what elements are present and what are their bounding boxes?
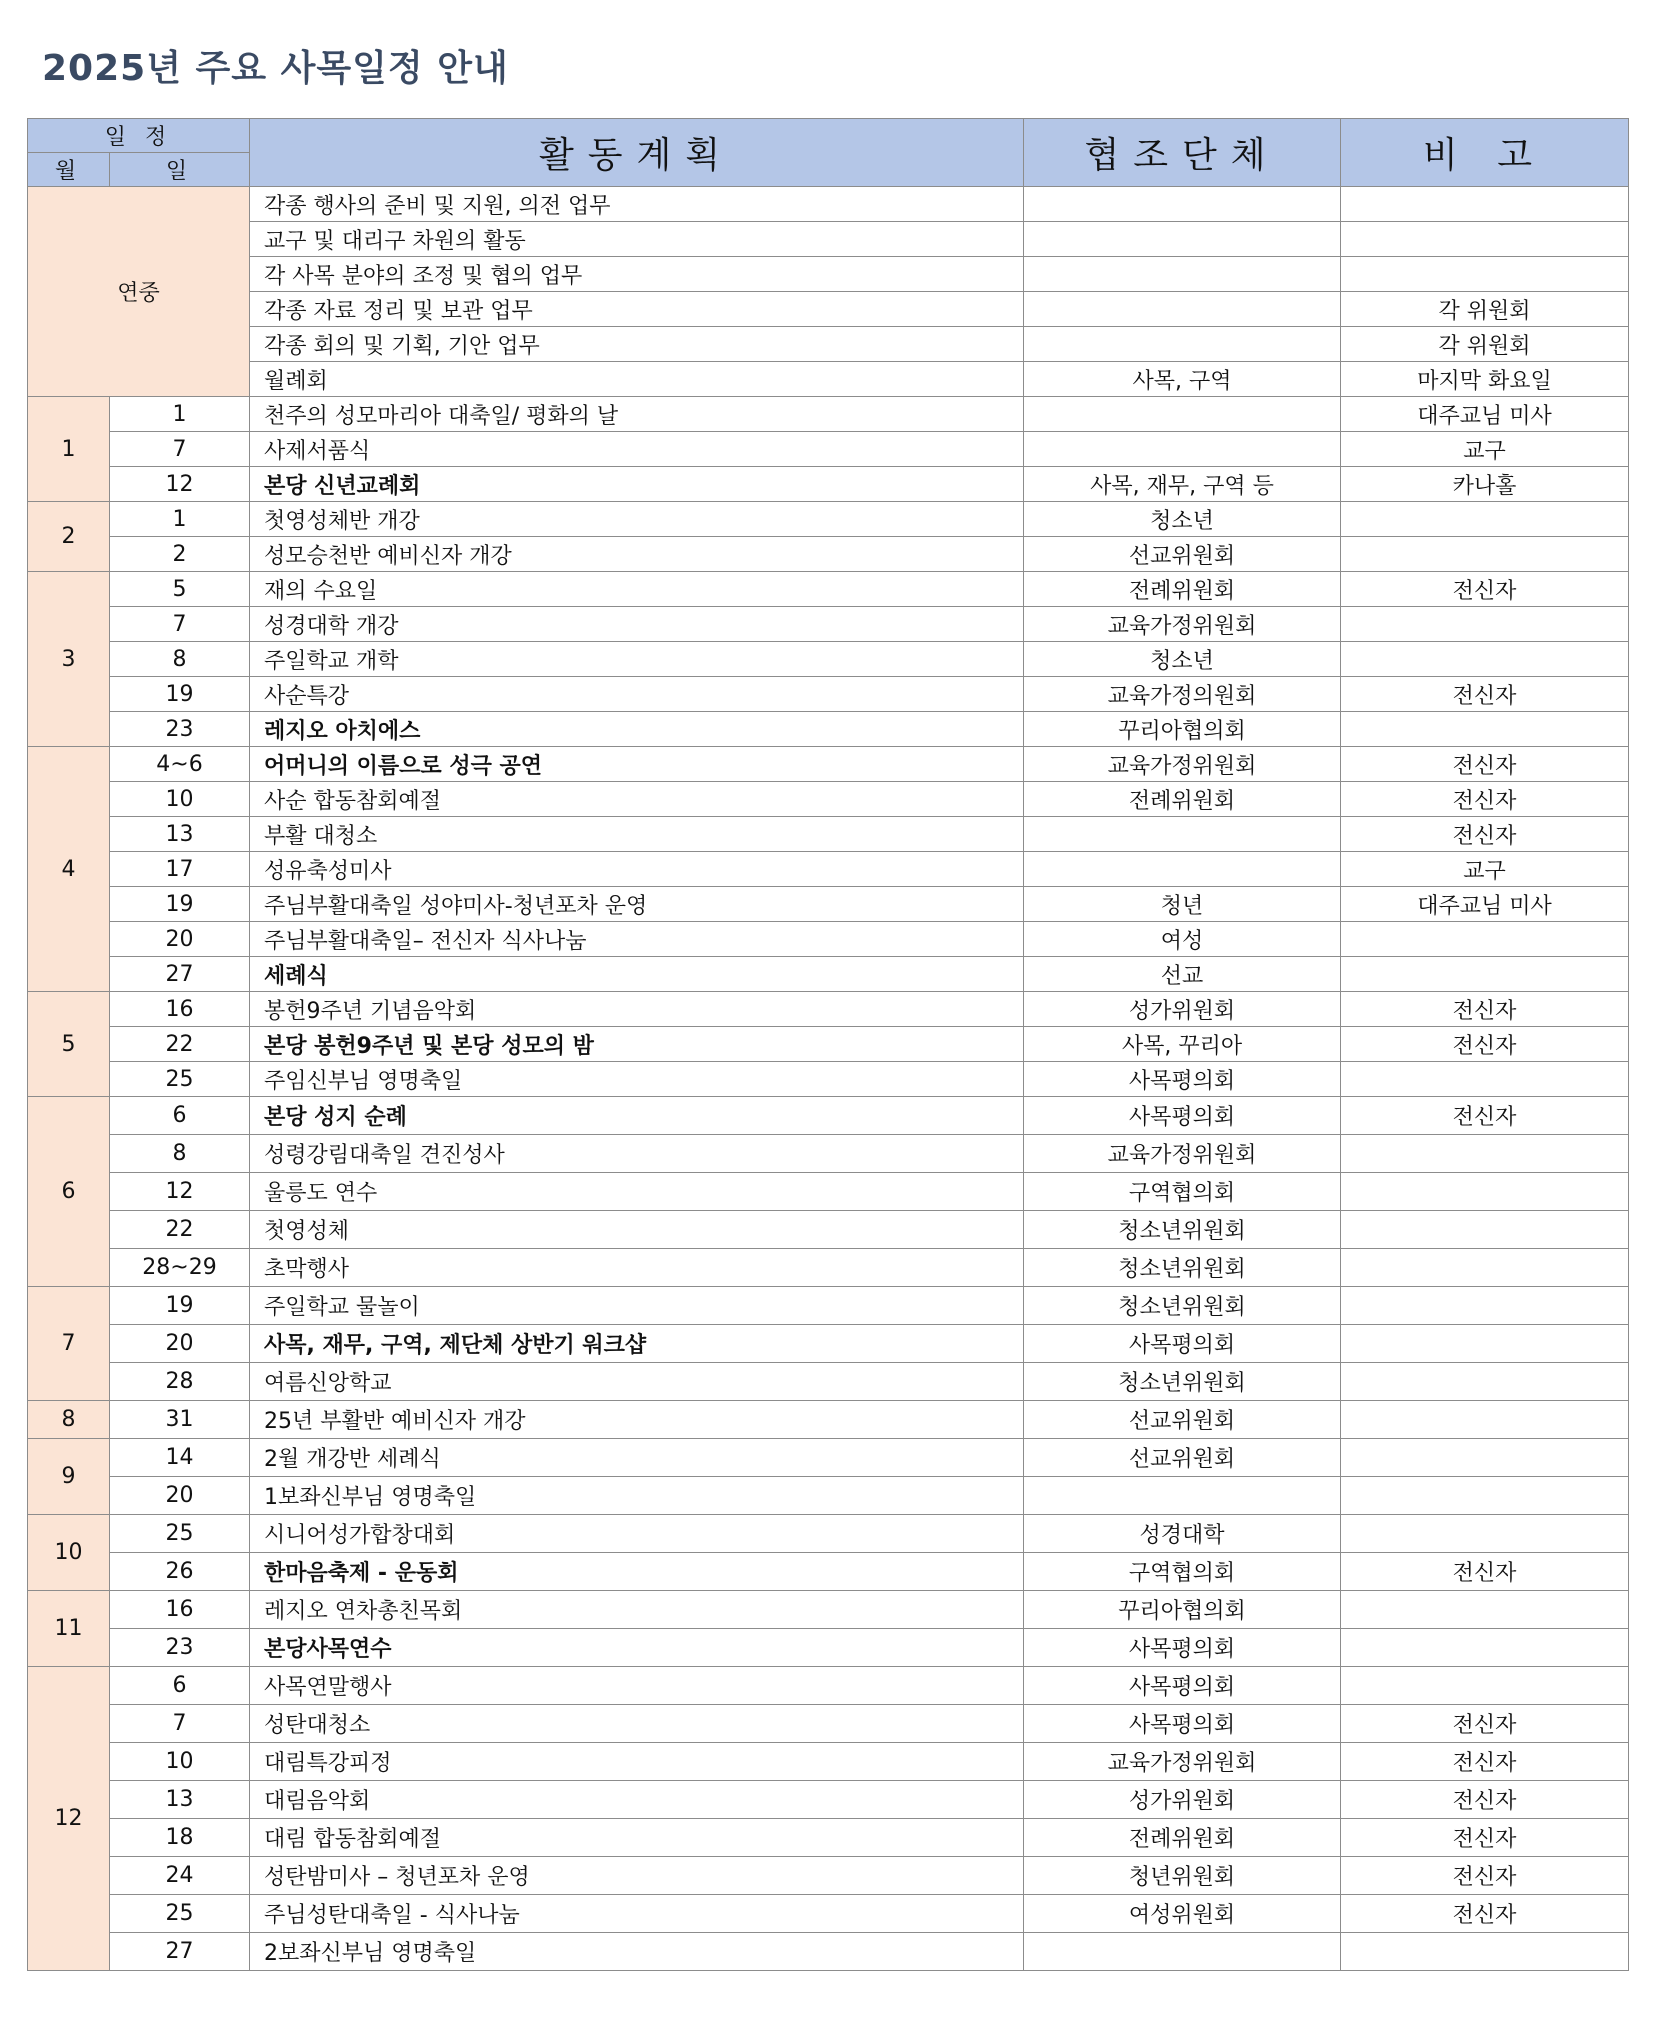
- day-cell: 16: [110, 992, 250, 1027]
- activity-cell: 2월 개강반 세례식: [250, 1439, 1024, 1477]
- activity-cell: 시니어성가합창대회: [250, 1515, 1024, 1553]
- day-cell: 2: [110, 537, 250, 572]
- activity-cell: 사순특강: [250, 677, 1024, 712]
- table-row: [28, 502, 1629, 537]
- month-cell: 5: [28, 992, 110, 1097]
- day-cell: 13: [110, 817, 250, 852]
- day-cell: 12: [110, 1173, 250, 1211]
- remarks-cell: 전신자: [1341, 782, 1629, 817]
- table-row: [28, 1325, 1629, 1363]
- table-row: [28, 1819, 1629, 1857]
- remarks-cell: [1341, 1439, 1629, 1477]
- cooperation-cell: [1024, 292, 1341, 327]
- day-cell: 26: [110, 1553, 250, 1591]
- activity-cell: 각종 회의 및 기획, 기안 업무: [250, 327, 1024, 362]
- cooperation-cell: 사목, 꾸리아: [1024, 1027, 1341, 1062]
- cooperation-cell: 청년위원회: [1024, 1857, 1341, 1895]
- activity-cell: 본당 봉헌9주년 및 본당 성모의 밤: [250, 1027, 1024, 1062]
- activity-cell: 재의 수요일: [250, 572, 1024, 607]
- table-row: [28, 1211, 1629, 1249]
- header-remarks: 비 고: [1341, 119, 1629, 187]
- day-cell: 8: [110, 642, 250, 677]
- day-cell: 7: [110, 607, 250, 642]
- activity-cell: 울릉도 연수: [250, 1173, 1024, 1211]
- table-row: [28, 1097, 1629, 1135]
- activity-cell: 대림 합동참회예절: [250, 1819, 1024, 1857]
- table-row: [28, 607, 1629, 642]
- remarks-cell: 전신자: [1341, 1027, 1629, 1062]
- day-cell: 4~6: [110, 747, 250, 782]
- remarks-cell: [1341, 1401, 1629, 1439]
- remarks-cell: [1341, 257, 1629, 292]
- remarks-cell: 전신자: [1341, 677, 1629, 712]
- activity-cell: 초막행사: [250, 1249, 1024, 1287]
- activity-cell: 각종 자료 정리 및 보관 업무: [250, 292, 1024, 327]
- month-cell: 6: [28, 1097, 110, 1287]
- activity-cell: 주님부활대축일– 전신자 식사나눔: [250, 922, 1024, 957]
- activity-cell: 성령강림대축일 견진성사: [250, 1135, 1024, 1173]
- activity-cell: 각 사목 분야의 조정 및 협의 업무: [250, 257, 1024, 292]
- month-cell: 1: [28, 397, 110, 502]
- cooperation-cell: 교육가정위원회: [1024, 1743, 1341, 1781]
- day-cell: 17: [110, 852, 250, 887]
- table-row: [28, 432, 1629, 467]
- remarks-cell: [1341, 1363, 1629, 1401]
- remarks-cell: 전신자: [1341, 1553, 1629, 1591]
- activity-cell: 첫영성체: [250, 1211, 1024, 1249]
- table-row: [28, 1135, 1629, 1173]
- remarks-cell: [1341, 502, 1629, 537]
- remarks-cell: 대주교님 미사: [1341, 887, 1629, 922]
- activity-cell: 교구 및 대리구 차원의 활동: [250, 222, 1024, 257]
- cooperation-cell: 성경대학: [1024, 1515, 1341, 1553]
- activity-cell: 첫영성체반 개강: [250, 502, 1024, 537]
- remarks-cell: [1341, 1249, 1629, 1287]
- table-row: [28, 1781, 1629, 1819]
- cooperation-cell: 구역협의회: [1024, 1173, 1341, 1211]
- cooperation-cell: 꾸리아협의회: [1024, 1591, 1341, 1629]
- cooperation-cell: 교육가정위원회: [1024, 1135, 1341, 1173]
- day-cell: 23: [110, 1629, 250, 1667]
- day-cell: 20: [110, 1325, 250, 1363]
- table-row: [28, 1173, 1629, 1211]
- cooperation-cell: 사목, 구역: [1024, 362, 1341, 397]
- remarks-cell: 카나홀: [1341, 467, 1629, 502]
- cooperation-cell: 여성위원회: [1024, 1895, 1341, 1933]
- table-row: [28, 327, 1629, 362]
- cooperation-cell: [1024, 257, 1341, 292]
- day-cell: 31: [110, 1401, 250, 1439]
- day-cell: 28: [110, 1363, 250, 1401]
- remarks-cell: [1341, 1062, 1629, 1097]
- remarks-cell: [1341, 712, 1629, 747]
- cooperation-cell: [1024, 1933, 1341, 1971]
- day-cell: 14: [110, 1439, 250, 1477]
- activity-cell: 주님부활대축일 성야미사-청년포차 운영: [250, 887, 1024, 922]
- table-row: [28, 887, 1629, 922]
- table-row: [28, 992, 1629, 1027]
- remarks-cell: 전신자: [1341, 1895, 1629, 1933]
- table-row: [28, 1249, 1629, 1287]
- day-cell: 27: [110, 1933, 250, 1971]
- day-cell: 25: [110, 1515, 250, 1553]
- remarks-cell: 교구: [1341, 852, 1629, 887]
- cooperation-cell: 성가위원회: [1024, 1781, 1341, 1819]
- day-cell: 6: [110, 1097, 250, 1135]
- remarks-cell: [1341, 642, 1629, 677]
- cooperation-cell: [1024, 327, 1341, 362]
- cooperation-cell: [1024, 187, 1341, 222]
- remarks-cell: [1341, 1591, 1629, 1629]
- table-row: [28, 1027, 1629, 1062]
- activity-cell: 레지오 아치에스: [250, 712, 1024, 747]
- day-cell: 5: [110, 572, 250, 607]
- remarks-cell: [1341, 537, 1629, 572]
- cooperation-cell: 전례위원회: [1024, 1819, 1341, 1857]
- remarks-cell: 전신자: [1341, 1857, 1629, 1895]
- month-cell: 2: [28, 502, 110, 572]
- table-row: [28, 852, 1629, 887]
- activity-cell: 한마음축제 - 운동회: [250, 1553, 1024, 1591]
- table-row: [28, 1401, 1629, 1439]
- month-cell: 9: [28, 1439, 110, 1515]
- table-row: [28, 1857, 1629, 1895]
- table-row: [28, 677, 1629, 712]
- activity-cell: 본당 신년교례회: [250, 467, 1024, 502]
- cooperation-cell: 청소년위원회: [1024, 1249, 1341, 1287]
- table-row: [28, 222, 1629, 257]
- month-cell: 8: [28, 1401, 110, 1439]
- remarks-cell: 각 위원회: [1341, 292, 1629, 327]
- header-schedule: 일 정: [28, 119, 250, 153]
- activity-cell: 주일학교 물놀이: [250, 1287, 1024, 1325]
- table-row: [28, 257, 1629, 292]
- day-cell: 7: [110, 432, 250, 467]
- remarks-cell: 전신자: [1341, 1819, 1629, 1857]
- day-cell: 22: [110, 1211, 250, 1249]
- remarks-cell: 전신자: [1341, 992, 1629, 1027]
- remarks-cell: [1341, 1477, 1629, 1515]
- remarks-cell: [1341, 922, 1629, 957]
- day-cell: 23: [110, 712, 250, 747]
- activity-cell: 레지오 연차총친목회: [250, 1591, 1024, 1629]
- cooperation-cell: 청소년위원회: [1024, 1211, 1341, 1249]
- header-month: 월: [28, 153, 110, 187]
- cooperation-cell: 여성: [1024, 922, 1341, 957]
- schedule-table: [27, 118, 1629, 1971]
- remarks-cell: 각 위원회: [1341, 327, 1629, 362]
- table-row: [28, 922, 1629, 957]
- day-cell: 10: [110, 1743, 250, 1781]
- table-row: [28, 187, 1629, 222]
- page-title: 2025년 주요 사목일정 안내: [42, 48, 509, 89]
- activity-cell: 어머니의 이름으로 성극 공연: [250, 747, 1024, 782]
- table-row: [28, 1933, 1629, 1971]
- remarks-cell: 전신자: [1341, 1743, 1629, 1781]
- cooperation-cell: 청소년: [1024, 642, 1341, 677]
- day-cell: 19: [110, 677, 250, 712]
- remarks-cell: 전신자: [1341, 817, 1629, 852]
- activity-cell: 2보좌신부님 영명축일: [250, 1933, 1024, 1971]
- table-row: [28, 292, 1629, 327]
- table-row: [28, 1363, 1629, 1401]
- remarks-cell: 전신자: [1341, 747, 1629, 782]
- table-row: [28, 572, 1629, 607]
- header-cooperation: 협조단체: [1024, 119, 1341, 187]
- cooperation-cell: 성가위원회: [1024, 992, 1341, 1027]
- cooperation-cell: 사목평의회: [1024, 1062, 1341, 1097]
- table-row: [28, 747, 1629, 782]
- table-row: [28, 712, 1629, 747]
- cooperation-cell: [1024, 1477, 1341, 1515]
- remarks-cell: [1341, 1933, 1629, 1971]
- table-row: [28, 537, 1629, 572]
- day-cell: 19: [110, 887, 250, 922]
- activity-cell: 여름신앙학교: [250, 1363, 1024, 1401]
- month-cell: 11: [28, 1591, 110, 1667]
- activity-cell: 본당 성지 순례: [250, 1097, 1024, 1135]
- cooperation-cell: 전례위원회: [1024, 782, 1341, 817]
- table-row: [28, 1477, 1629, 1515]
- table-row: [28, 1553, 1629, 1591]
- remarks-cell: 전신자: [1341, 572, 1629, 607]
- table-row: [28, 397, 1629, 432]
- day-cell: 24: [110, 1857, 250, 1895]
- remarks-cell: [1341, 1173, 1629, 1211]
- day-cell: 20: [110, 1477, 250, 1515]
- activity-cell: 세례식: [250, 957, 1024, 992]
- activity-cell: 주님성탄대축일 - 식사나눔: [250, 1895, 1024, 1933]
- activity-cell: 성유축성미사: [250, 852, 1024, 887]
- cooperation-cell: 선교: [1024, 957, 1341, 992]
- remarks-cell: [1341, 607, 1629, 642]
- table-row: [28, 817, 1629, 852]
- cooperation-cell: [1024, 397, 1341, 432]
- cooperation-cell: [1024, 817, 1341, 852]
- table-row: [28, 782, 1629, 817]
- header-day: 일: [110, 153, 250, 187]
- day-cell: 28~29: [110, 1249, 250, 1287]
- day-cell: 7: [110, 1705, 250, 1743]
- remarks-cell: [1341, 1325, 1629, 1363]
- activity-cell: 성탄대청소: [250, 1705, 1024, 1743]
- cooperation-cell: 청년: [1024, 887, 1341, 922]
- cooperation-cell: 전례위원회: [1024, 572, 1341, 607]
- day-cell: 1: [110, 502, 250, 537]
- remarks-cell: [1341, 1515, 1629, 1553]
- activity-cell: 주임신부님 영명축일: [250, 1062, 1024, 1097]
- table-row: [28, 1591, 1629, 1629]
- remarks-cell: 전신자: [1341, 1781, 1629, 1819]
- remarks-cell: [1341, 1667, 1629, 1705]
- cooperation-cell: 청소년위원회: [1024, 1363, 1341, 1401]
- cooperation-cell: 사목평의회: [1024, 1667, 1341, 1705]
- activity-cell: 봉헌9주년 기념음악회: [250, 992, 1024, 1027]
- cooperation-cell: 선교위원회: [1024, 1439, 1341, 1477]
- day-cell: 8: [110, 1135, 250, 1173]
- day-cell: 20: [110, 922, 250, 957]
- activity-cell: 사제서품식: [250, 432, 1024, 467]
- activity-cell: 사목, 재무, 구역, 제단체 상반기 워크샵: [250, 1325, 1024, 1363]
- remarks-cell: 교구: [1341, 432, 1629, 467]
- cooperation-cell: 사목평의회: [1024, 1705, 1341, 1743]
- activity-cell: 부활 대청소: [250, 817, 1024, 852]
- cooperation-cell: 사목평의회: [1024, 1325, 1341, 1363]
- cooperation-cell: 교육가정위원회: [1024, 607, 1341, 642]
- cooperation-cell: 선교위원회: [1024, 1401, 1341, 1439]
- cooperation-cell: 청소년위원회: [1024, 1287, 1341, 1325]
- day-cell: 16: [110, 1591, 250, 1629]
- activity-cell: 각종 행사의 준비 및 지원, 의전 업무: [250, 187, 1024, 222]
- month-cell: 3: [28, 572, 110, 747]
- cooperation-cell: 구역협의회: [1024, 1553, 1341, 1591]
- day-cell: 27: [110, 957, 250, 992]
- table-row: [28, 467, 1629, 502]
- year-round-label: 연중: [28, 187, 250, 397]
- cooperation-cell: [1024, 432, 1341, 467]
- activity-cell: 1보좌신부님 영명축일: [250, 1477, 1024, 1515]
- cooperation-cell: 사목평의회: [1024, 1097, 1341, 1135]
- remarks-cell: [1341, 187, 1629, 222]
- remarks-cell: [1341, 1135, 1629, 1173]
- activity-cell: 성경대학 개강: [250, 607, 1024, 642]
- month-cell: 7: [28, 1287, 110, 1401]
- table-row: [28, 1705, 1629, 1743]
- remarks-cell: [1341, 957, 1629, 992]
- activity-cell: 월례회: [250, 362, 1024, 397]
- day-cell: 18: [110, 1819, 250, 1857]
- table-row: [28, 1743, 1629, 1781]
- month-cell: 12: [28, 1667, 110, 1971]
- day-cell: 25: [110, 1062, 250, 1097]
- table-row: [28, 1287, 1629, 1325]
- header-activity: 활동계획: [250, 119, 1024, 187]
- cooperation-cell: 선교위원회: [1024, 537, 1341, 572]
- day-cell: 13: [110, 1781, 250, 1819]
- month-cell: 4: [28, 747, 110, 992]
- remarks-cell: [1341, 222, 1629, 257]
- activity-cell: 본당사목연수: [250, 1629, 1024, 1667]
- activity-cell: 25년 부활반 예비신자 개강: [250, 1401, 1024, 1439]
- activity-cell: 성탄밤미사 – 청년포차 운영: [250, 1857, 1024, 1895]
- cooperation-cell: [1024, 222, 1341, 257]
- month-cell: 10: [28, 1515, 110, 1591]
- activity-cell: 사순 합동참회예절: [250, 782, 1024, 817]
- cooperation-cell: 사목평의회: [1024, 1629, 1341, 1667]
- day-cell: 12: [110, 467, 250, 502]
- cooperation-cell: 교육가정위원회: [1024, 747, 1341, 782]
- day-cell: 25: [110, 1895, 250, 1933]
- cooperation-cell: 사목, 재무, 구역 등: [1024, 467, 1341, 502]
- cooperation-cell: 꾸리아협의회: [1024, 712, 1341, 747]
- remarks-cell: 전신자: [1341, 1097, 1629, 1135]
- remarks-cell: [1341, 1629, 1629, 1667]
- day-cell: 22: [110, 1027, 250, 1062]
- cooperation-cell: 청소년: [1024, 502, 1341, 537]
- table-row: [28, 1629, 1629, 1667]
- activity-cell: 사목연말행사: [250, 1667, 1024, 1705]
- table-row: [28, 642, 1629, 677]
- cooperation-cell: [1024, 852, 1341, 887]
- table-row: [28, 362, 1629, 397]
- table-row: [28, 957, 1629, 992]
- remarks-cell: [1341, 1287, 1629, 1325]
- day-cell: 19: [110, 1287, 250, 1325]
- table-row: [28, 1439, 1629, 1477]
- day-cell: 10: [110, 782, 250, 817]
- activity-cell: 천주의 성모마리아 대축일/ 평화의 날: [250, 397, 1024, 432]
- table-row: [28, 1062, 1629, 1097]
- activity-cell: 주일학교 개학: [250, 642, 1024, 677]
- remarks-cell: 마지막 화요일: [1341, 362, 1629, 397]
- remarks-cell: [1341, 1211, 1629, 1249]
- activity-cell: 대림특강피정: [250, 1743, 1024, 1781]
- day-cell: 1: [110, 397, 250, 432]
- cooperation-cell: 교육가정의원회: [1024, 677, 1341, 712]
- activity-cell: 성모승천반 예비신자 개강: [250, 537, 1024, 572]
- activity-cell: 대림음악회: [250, 1781, 1024, 1819]
- remarks-cell: 전신자: [1341, 1705, 1629, 1743]
- table-row: [28, 1895, 1629, 1933]
- table-row: [28, 1667, 1629, 1705]
- remarks-cell: 대주교님 미사: [1341, 397, 1629, 432]
- table-row: [28, 1515, 1629, 1553]
- day-cell: 6: [110, 1667, 250, 1705]
